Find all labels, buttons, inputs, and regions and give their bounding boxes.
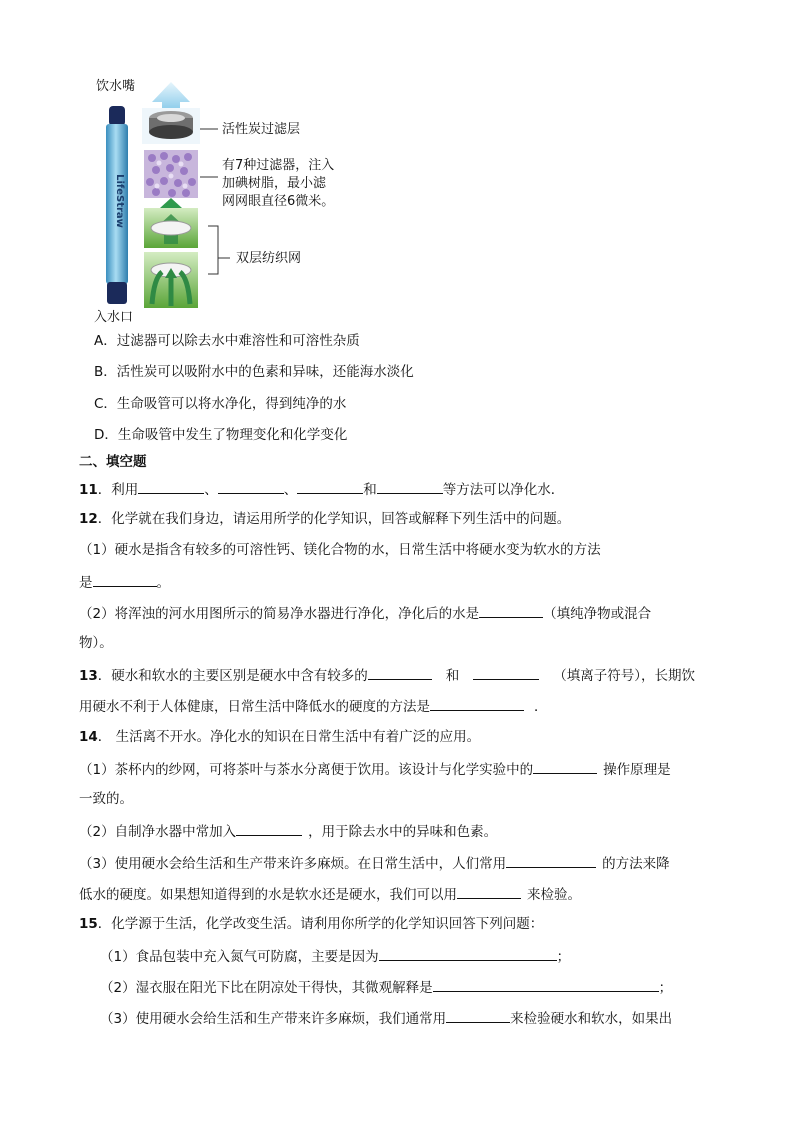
q12-text: （填纯净物或混合 xyxy=(543,606,652,622)
answer-blank[interactable] xyxy=(533,758,597,774)
q14-text: 来检验。 xyxy=(527,887,581,903)
question-number: 13 xyxy=(79,668,98,684)
q14-text: （2）自制净水器中常加入 xyxy=(79,824,237,840)
q15-text: （1）食品包装中充入氮气可防腐，主要是因为 xyxy=(100,949,379,965)
q12-text: 是 xyxy=(79,575,93,591)
q14-text: 低水的硬度。如果想知道得到的水是软水还是硬水，我们可以用 xyxy=(79,887,457,903)
question-15 xyxy=(79,914,543,934)
option-b: B．活性炭可以吸附水中的色素和异味，还能海水淡化 xyxy=(94,364,414,380)
section-heading: 二、填空题 xyxy=(79,454,147,470)
q14-text: （3）使用硬水会给生活和生产带来许多麻烦。在日常生活中，人们常用 xyxy=(79,856,507,872)
q12-part2-line1 xyxy=(79,602,651,624)
answer-blank[interactable] xyxy=(473,664,539,680)
lifestraw-tube xyxy=(100,106,134,306)
q12-text: （2）将浑浊的河水用图所示的简易净水器进行净化，净化后的水是 xyxy=(79,606,480,622)
q11-text: 等方法可以净化水． xyxy=(442,482,565,498)
q15-text: ； xyxy=(556,949,571,965)
label-filter-line3: 网网眼直径6微米。 xyxy=(222,194,335,209)
question-number: 15 xyxy=(79,916,98,932)
q14-stem: ． 生活离不开水。净化水的知识在日常生活中有着广泛的应用。 xyxy=(97,729,481,745)
question-number: 14 xyxy=(79,729,98,745)
q13-text: ． xyxy=(534,699,548,715)
q15-text: ； xyxy=(658,980,673,996)
answer-blank[interactable] xyxy=(506,852,596,868)
q14-part1-line2: 一致的。 xyxy=(79,791,133,807)
answer-blank[interactable] xyxy=(377,478,443,494)
answer-blank[interactable] xyxy=(479,602,543,618)
question-13 xyxy=(79,664,695,686)
q14-part2 xyxy=(79,820,497,842)
q15-part2 xyxy=(100,976,672,998)
label-carbon-layer: 活性炭过滤层 xyxy=(222,122,301,137)
question-14 xyxy=(79,727,480,747)
q11-text: ．利用 xyxy=(97,482,139,498)
q14-part3-line2 xyxy=(79,883,581,905)
answer-blank[interactable] xyxy=(457,883,521,899)
option-c: C．生命吸管可以将水净化，得到纯净的水 xyxy=(94,396,347,412)
q13-line2 xyxy=(79,695,548,717)
label-mesh: 双层纺织网 xyxy=(236,251,302,266)
q14-text: 的方法来降 xyxy=(602,856,670,872)
question-11 xyxy=(79,478,564,500)
label-mouthpiece: 饮水嘴 xyxy=(96,79,136,94)
q15-text: 来检验硬水和软水，如果出 xyxy=(510,1011,673,1027)
tube-brand-text: LifeStraw xyxy=(114,174,125,228)
filter-stack xyxy=(140,82,202,310)
q15-stem: ．化学源于生活，化学改变生活。请利用你所学的化学知识回答下列问题： xyxy=(97,916,544,932)
q14-part1-line1 xyxy=(79,758,671,780)
q13-text: 和 xyxy=(445,668,460,684)
q12-part1-line2 xyxy=(79,571,170,593)
option-a: A．过滤器可以除去水中难溶性和可溶性杂质 xyxy=(94,333,360,349)
q12-stem: ．化学就在我们身边，请运用所学的化学知识，回答或解释下列生活中的问题。 xyxy=(97,511,571,527)
question-12 xyxy=(79,509,570,529)
question-number: 11 xyxy=(79,482,98,498)
q13-text: ．硬水和软水的主要区别是硬水中含有较多的 xyxy=(97,668,368,684)
answer-blank[interactable] xyxy=(433,976,659,992)
q14-text: ，用于除去水中的异味和色素。 xyxy=(308,824,498,840)
label-filter-line1: 有7种过滤器，注入 xyxy=(222,158,335,173)
q12-text: 。 xyxy=(156,575,170,591)
answer-blank[interactable] xyxy=(218,478,284,494)
answer-blank[interactable] xyxy=(368,664,432,680)
label-filter-line2: 加碘树脂，最小滤 xyxy=(222,176,327,191)
q13-text: 用硬水不利于人体健康，日常生活中降低水的硬度的方法是 xyxy=(79,699,430,715)
answer-blank[interactable] xyxy=(379,945,557,961)
question-number: 12 xyxy=(79,511,98,527)
answer-blank[interactable] xyxy=(138,478,204,494)
q14-part3-line1 xyxy=(79,852,670,874)
q11-sep: 、 xyxy=(283,482,298,498)
q14-text: （1）茶杯内的纱网，可将茶叶与茶水分离便于饮用。该设计与化学实验中的 xyxy=(79,762,534,778)
answer-blank[interactable] xyxy=(93,571,157,587)
q15-part3 xyxy=(100,1007,672,1029)
q11-sep: 、 xyxy=(204,482,218,498)
q14-text: 操作原理是 xyxy=(603,762,671,778)
q15-part1 xyxy=(100,945,570,967)
answer-blank[interactable] xyxy=(446,1007,510,1023)
q12-part2-line2: 物）。 xyxy=(79,635,113,651)
answer-blank[interactable] xyxy=(297,478,363,494)
q15-text: （3）使用硬水会给生活和生产带来许多麻烦，我们通常用 xyxy=(100,1011,447,1027)
answer-blank[interactable] xyxy=(236,820,302,836)
q13-text: （填离子符号），长期饮 xyxy=(553,668,696,684)
label-inlet: 入水口 xyxy=(94,310,134,325)
q15-text: （2）湿衣服在阳光下比在阴凉处干得快，其微观解释是 xyxy=(100,980,433,996)
q11-sep: 和 xyxy=(363,482,377,498)
answer-blank[interactable] xyxy=(430,695,524,711)
q12-part1-line1: （1）硬水是指含有较多的可溶性钙、镁化合物的水，日常生活中将硬水变为软水的方法 xyxy=(79,542,601,558)
option-d: D．生命吸管中发生了物理变化和化学变化 xyxy=(94,427,348,443)
